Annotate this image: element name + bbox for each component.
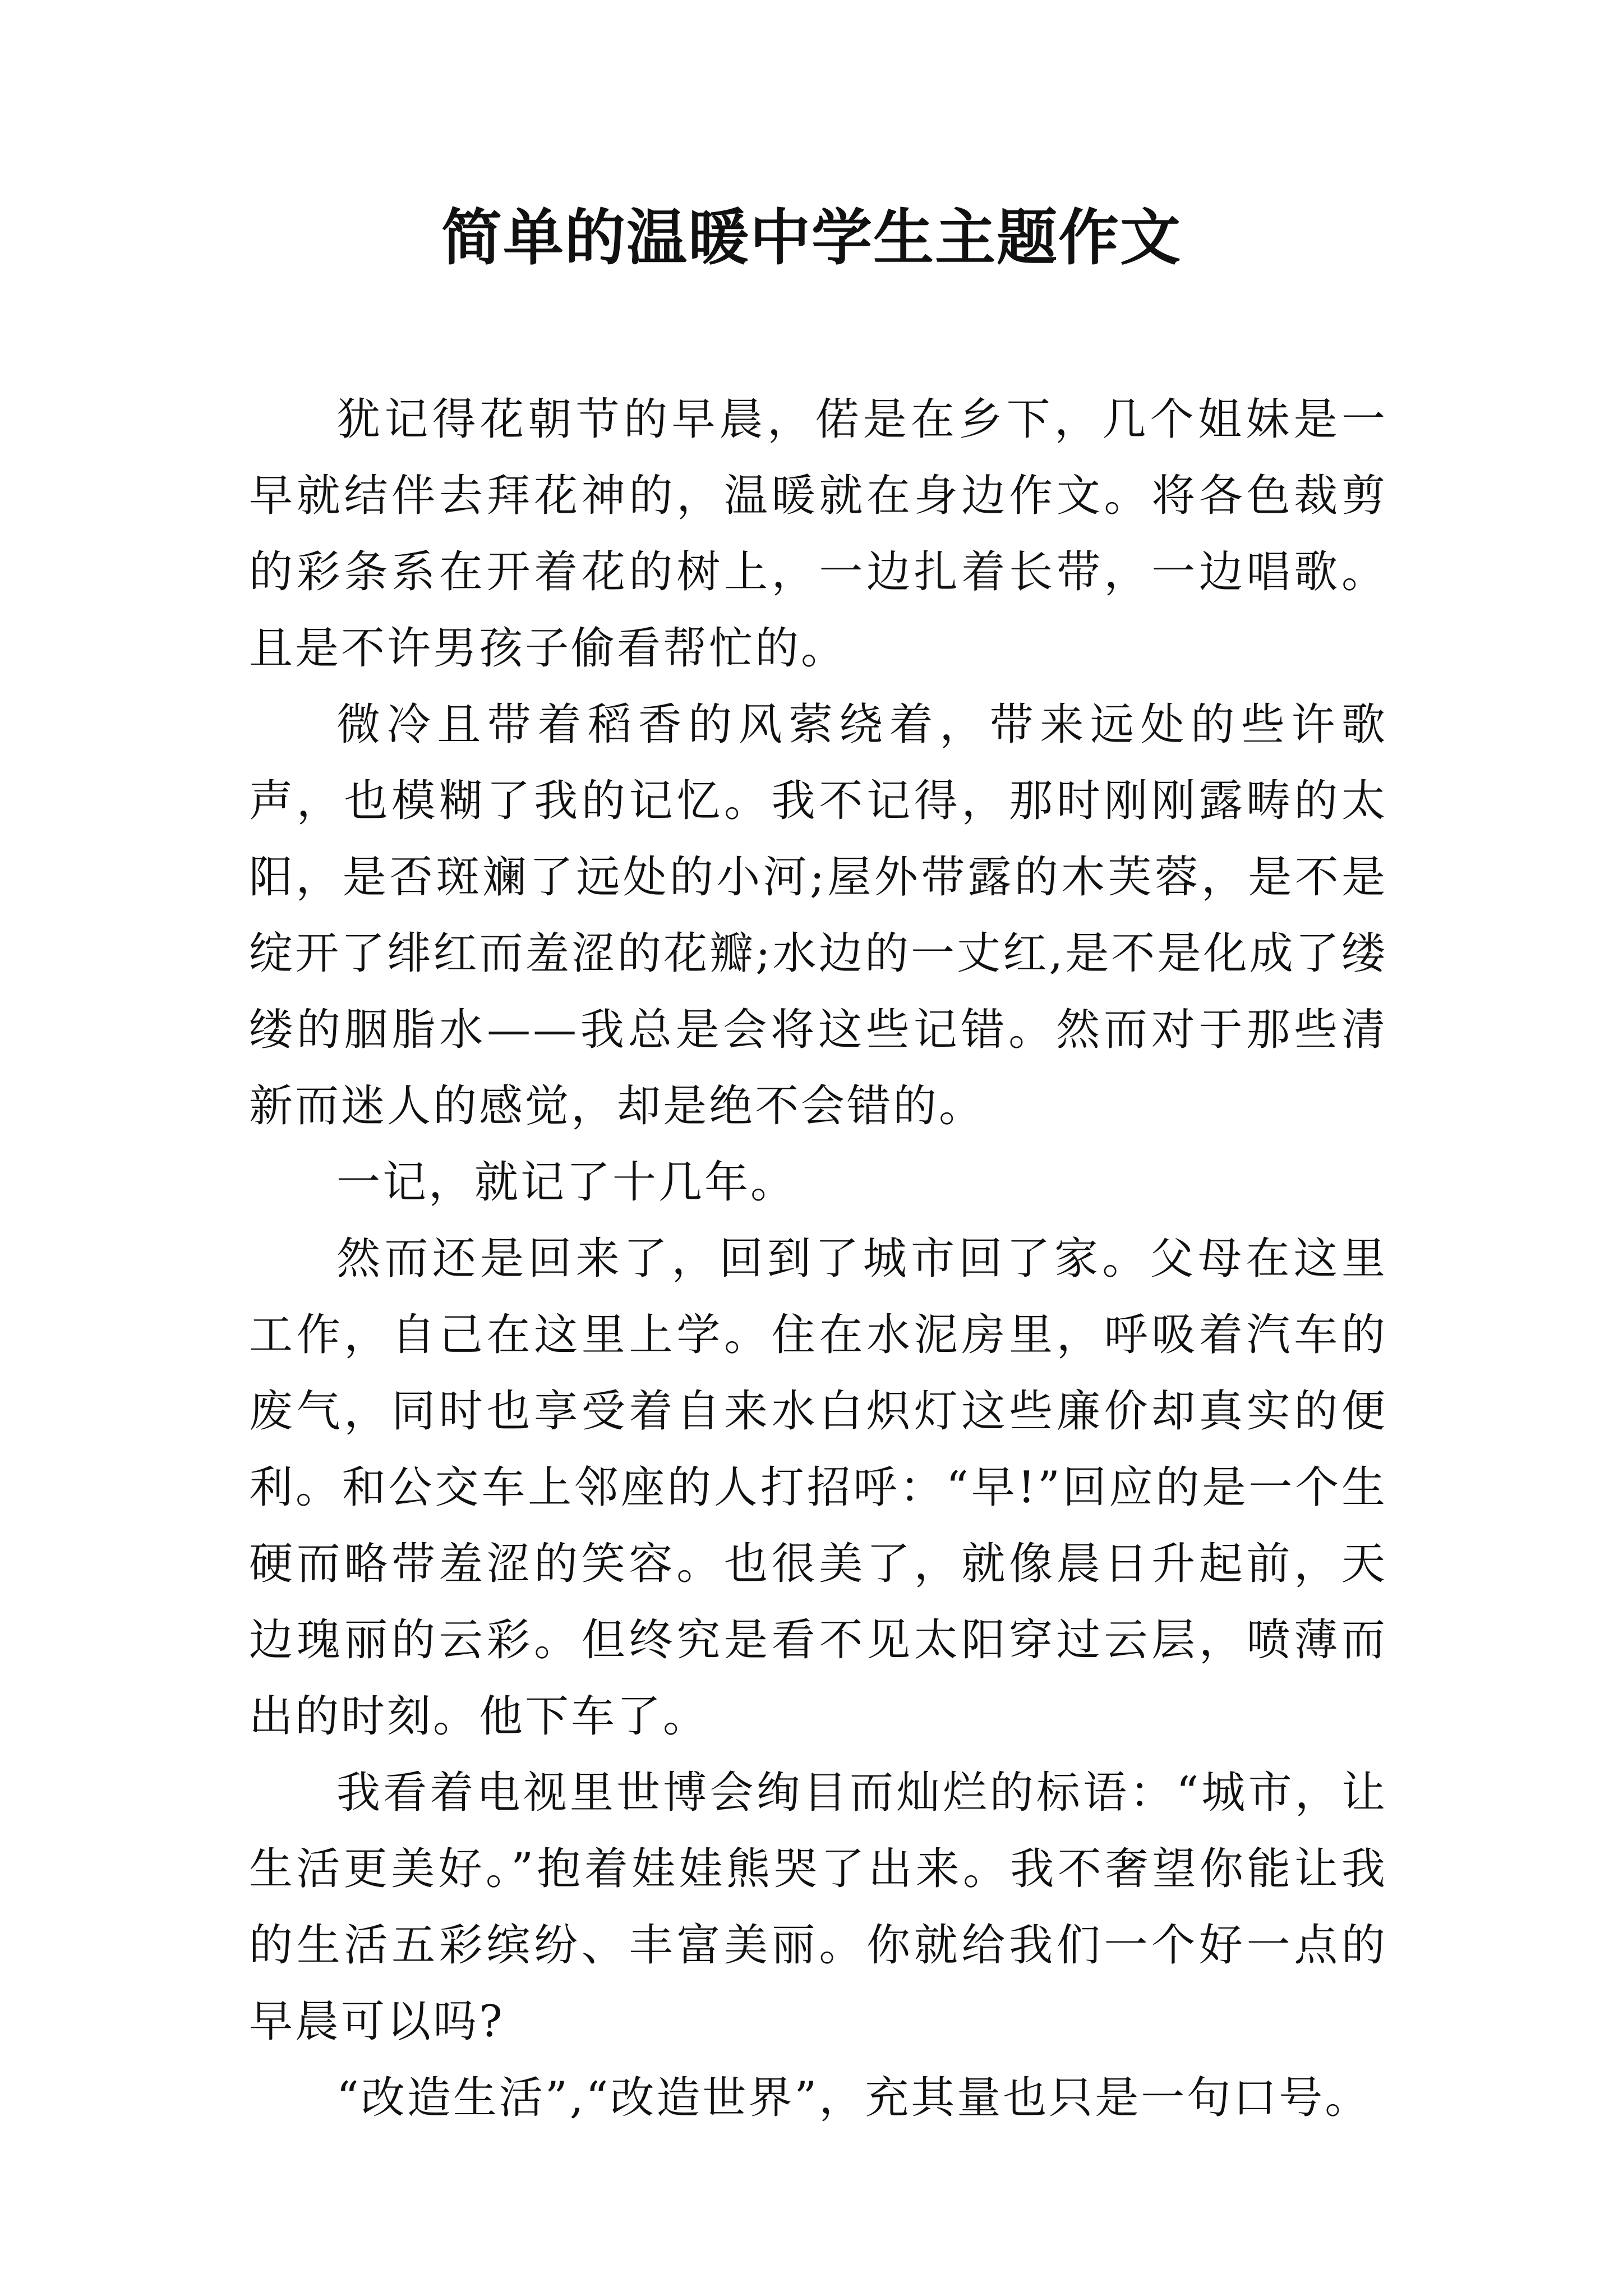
document-body (249, 381, 1387, 2136)
paragraph: 我看着电视里世博会绚目而灿烂的标语：“城市，让生活更美好。”抱着娃娃熊哭了出来。我不奢望你能让我的生活五彩缤纷、丰富美丽。你就给我们一个好一点的早晨可以吗? (249, 1768, 1387, 2047)
paragraph: “改造生活”,“改造世界”，充其量也只是一句口号。 (336, 2073, 1371, 2123)
paragraph: 微冷且带着稻香的风萦绕着，带来远处的些许歌声，也模糊了我的记忆。我不记得，那时刚刚露畴的太阳，是否斑斓了远处的小河;屋外带露的木芙蓉，是不是绽开了绯红而羞涩的花瓣;水边的一丈红,是不是化成了缕缕的胭脂水——我总是会将这些记错。然而对于那些清新而迷人的感觉，却是绝不会错的。 (249, 700, 1387, 1131)
paragraph: 一记，就记了十几年。 (336, 1157, 797, 1208)
document-title: 简单的温暖中学生主题作文 (441, 203, 1182, 273)
paragraph: 然而还是回来了，回到了城市回了家。父母在这里工作，自己在这里上学。住在水泥房里，呼吸着汽车的废气，同时也享受着自来水白炽灯这些廉价却真实的便利。和公交车上邻座的人打招呼：“早!”回应的是一个生硬而略带羞涩的笑容。也很美了，就像晨日升起前，天边瑰丽的云彩。但终究是看不见太阳穿过云层，喷薄而出的时刻。他下车了。 (249, 1234, 1387, 1742)
paragraph: 犹记得花朝节的早晨，偌是在乡下，几个姐妹是一早就结伴去拜花神的，温暖就在身边作文。将各色裁剪的彩条系在开着花的树上，一边扎着长带，一边唱歌。且是不许男孩子偷看帮忙的。 (249, 394, 1387, 674)
